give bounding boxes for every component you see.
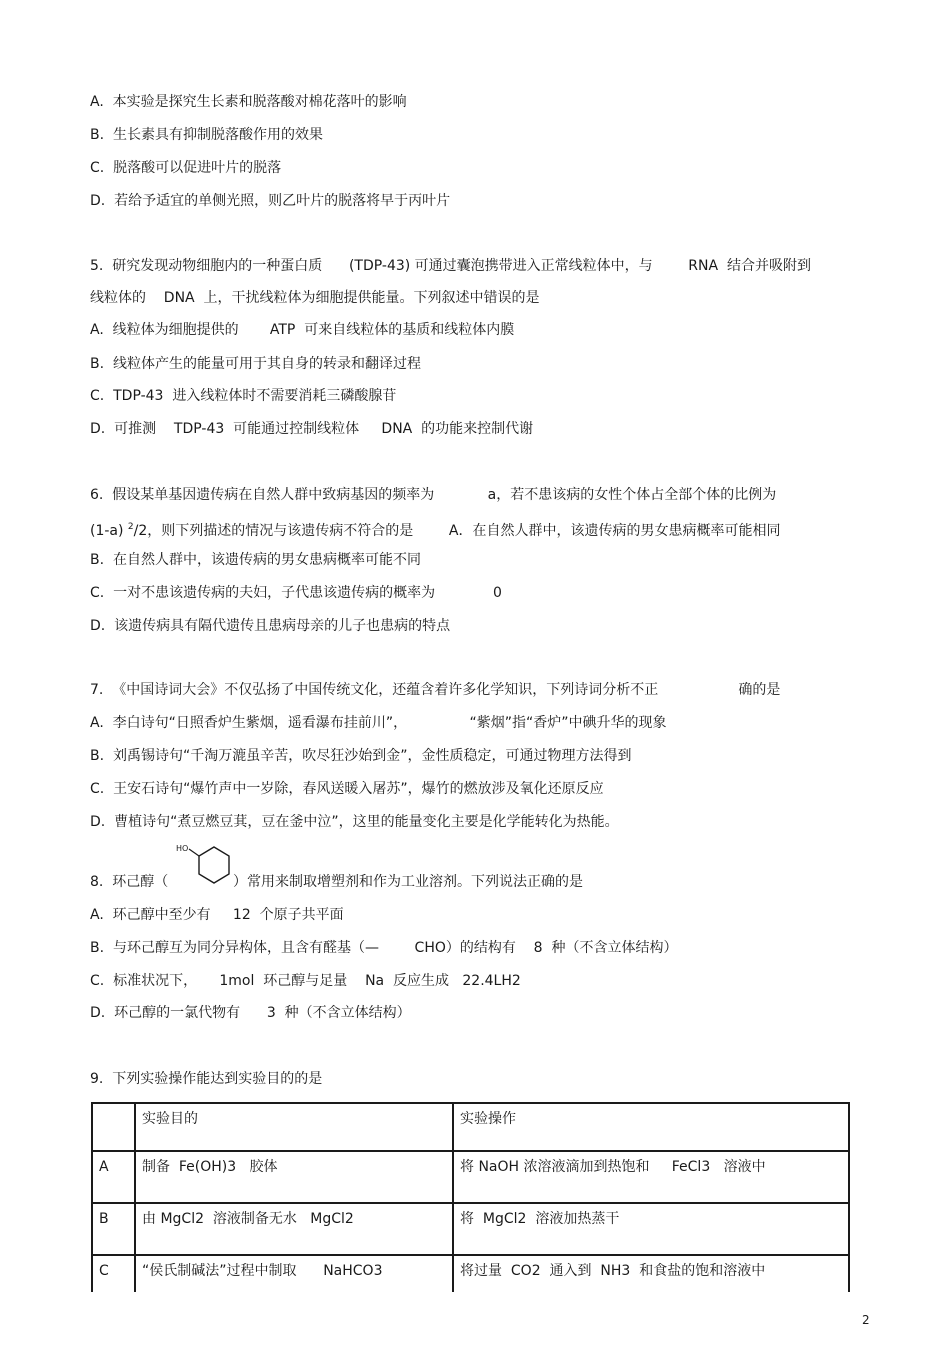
q4-option-a: A. 本实验是探究生长素和脱落酸对棉花落叶的影响 bbox=[90, 94, 407, 110]
table-header-row bbox=[92, 1103, 849, 1151]
q5-stem-line1: 5. 研究发现动物细胞内的一种蛋白质 (TDP-43) 可通过囊泡携带进入正常线粒体中，与 RNA 结合并吸附到 bbox=[90, 258, 811, 274]
table-cell: C bbox=[92, 1255, 135, 1292]
table-cell: 将 NaOH 浓溶液滴加到热饱和 FeCl3 溶液中 bbox=[453, 1151, 849, 1203]
q7-option-d: D. 曹植诗句“煮豆燃豆萁，豆在釜中泣”，这里的能量变化主要是化学能转化为热能。 bbox=[90, 814, 619, 830]
q8-option-d: D. 环己醇的一氯代物有 3 种（不含立体结构） bbox=[90, 1005, 411, 1021]
table-header-cell: 实验操作 bbox=[453, 1103, 849, 1151]
q7-option-b: B. 刘禹锡诗句“千淘万漉虽辛苦，吹尽狂沙始到金”，金性质稳定，可通过物理方法得到 bbox=[90, 748, 632, 764]
q4-option-b: B. 生长素具有抑制脱落酸作用的效果 bbox=[90, 127, 323, 143]
table-row bbox=[92, 1151, 849, 1203]
q6-stem2-pre: (1-a) bbox=[90, 523, 128, 539]
q7-option-c: C. 王安石诗句“爆竹声中一岁除，春风送暖入屠苏”，爆竹的燃放涉及氧化还原反应 bbox=[90, 781, 604, 797]
hydroxyl-label: HO bbox=[176, 844, 189, 853]
table-cell: 将过量 CO2 通入到 NH3 和食盐的饱和溶液中 bbox=[453, 1255, 849, 1292]
table-cell: A bbox=[92, 1151, 135, 1203]
q6-option-d: D. 该遗传病具有隔代遗传且患病母亲的儿子也患病的特点 bbox=[90, 618, 451, 634]
cyclohexane-ring bbox=[199, 847, 229, 883]
q5-option-a: A. 线粒体为细胞提供的 ATP 可来自线粒体的基质和线粒体内膜 bbox=[90, 322, 515, 338]
q6-option-b: B. 在自然人群中，该遗传病的男女患病概率可能不同 bbox=[90, 552, 421, 568]
q5-option-d: D. 可推测 TDP-43 可能通过控制线粒体 DNA 的功能来控制代谢 bbox=[90, 421, 534, 437]
q4-option-d: D. 若给予适宜的单侧光照，则乙叶片的脱落将早于丙叶片 bbox=[90, 193, 451, 209]
q6-option-c: C. 一对不患该遗传病的夫妇，子代患该遗传病的概率为 0 bbox=[90, 585, 502, 601]
q8-option-b: B. 与环己醇互为同分异构体，且含有醛基（— CHO）的结构有 8 种（不含立体结构） bbox=[90, 940, 678, 956]
q5-stem-line2: 线粒体的 DNA 上，干扰线粒体为细胞提供能量。下列叙述中错误的是 bbox=[90, 290, 540, 306]
table-cell: “侯氏制碱法”过程中制取 NaHCO3 bbox=[135, 1255, 453, 1292]
q6-stem2-post: /2，则下列描述的情况与该遗传病不符合的是 A．在自然人群中，该遗传病的男女患病概率可能相同 bbox=[133, 523, 781, 539]
q8-option-a: A. 环己醇中至少有 12 个原子共平面 bbox=[90, 907, 344, 923]
q6-exponent: 2 bbox=[127, 522, 134, 532]
page-number: 2 bbox=[862, 1313, 870, 1327]
hydroxyl-bond bbox=[189, 849, 199, 856]
table-cell: 由 MgCl2 溶液制备无水 MgCl2 bbox=[135, 1203, 453, 1255]
q5-option-c: C. TDP-43 进入线粒体时不需要消耗三磷酸腺苷 bbox=[90, 388, 397, 404]
q7-stem: 7. 《中国诗词大会》不仅弘扬了中国传统文化，还蕴含着许多化学知识，下列诗词分析不正 确的是 bbox=[90, 682, 781, 698]
q6-stem-line2 bbox=[90, 518, 780, 540]
q8-option-c: C. 标准状况下， 1mol 环己醇与足量 Na 反应生成 22.4LH2 bbox=[90, 973, 521, 989]
q5-option-b: B. 线粒体产生的能量可用于其自身的转录和翻译过程 bbox=[90, 356, 421, 372]
experiment-table bbox=[91, 1102, 850, 1292]
q9-stem: 9. 下列实验操作能达到实验目的的是 bbox=[90, 1071, 323, 1087]
table-row bbox=[92, 1203, 849, 1255]
cyclohexanol-structure bbox=[176, 841, 236, 891]
table-row bbox=[92, 1255, 849, 1292]
q8-stem-post: ）常用来制取增塑剂和作为工业溶剂。下列说法正确的是 bbox=[233, 874, 583, 890]
table-cell: B bbox=[92, 1203, 135, 1255]
table-header-cell bbox=[92, 1103, 135, 1151]
table-cell: 制备 Fe(OH)3 胶体 bbox=[135, 1151, 453, 1203]
q6-stem-line1: 6. 假设某单基因遗传病在自然人群中致病基因的频率为 a，若不患该病的女性个体占全部个体的比例为 bbox=[90, 487, 777, 503]
q7-option-a: A. 李白诗句“日照香炉生紫烟，遥看瀑布挂前川”， “紫烟”指“香炉”中碘升华的现象 bbox=[90, 715, 667, 731]
q8-stem-pre: 8. 环己醇（ bbox=[90, 874, 169, 890]
table-header-cell: 实验目的 bbox=[135, 1103, 453, 1151]
table-cell: 将 MgCl2 溶液加热蒸干 bbox=[453, 1203, 849, 1255]
q4-option-c: C. 脱落酸可以促进叶片的脱落 bbox=[90, 160, 282, 176]
